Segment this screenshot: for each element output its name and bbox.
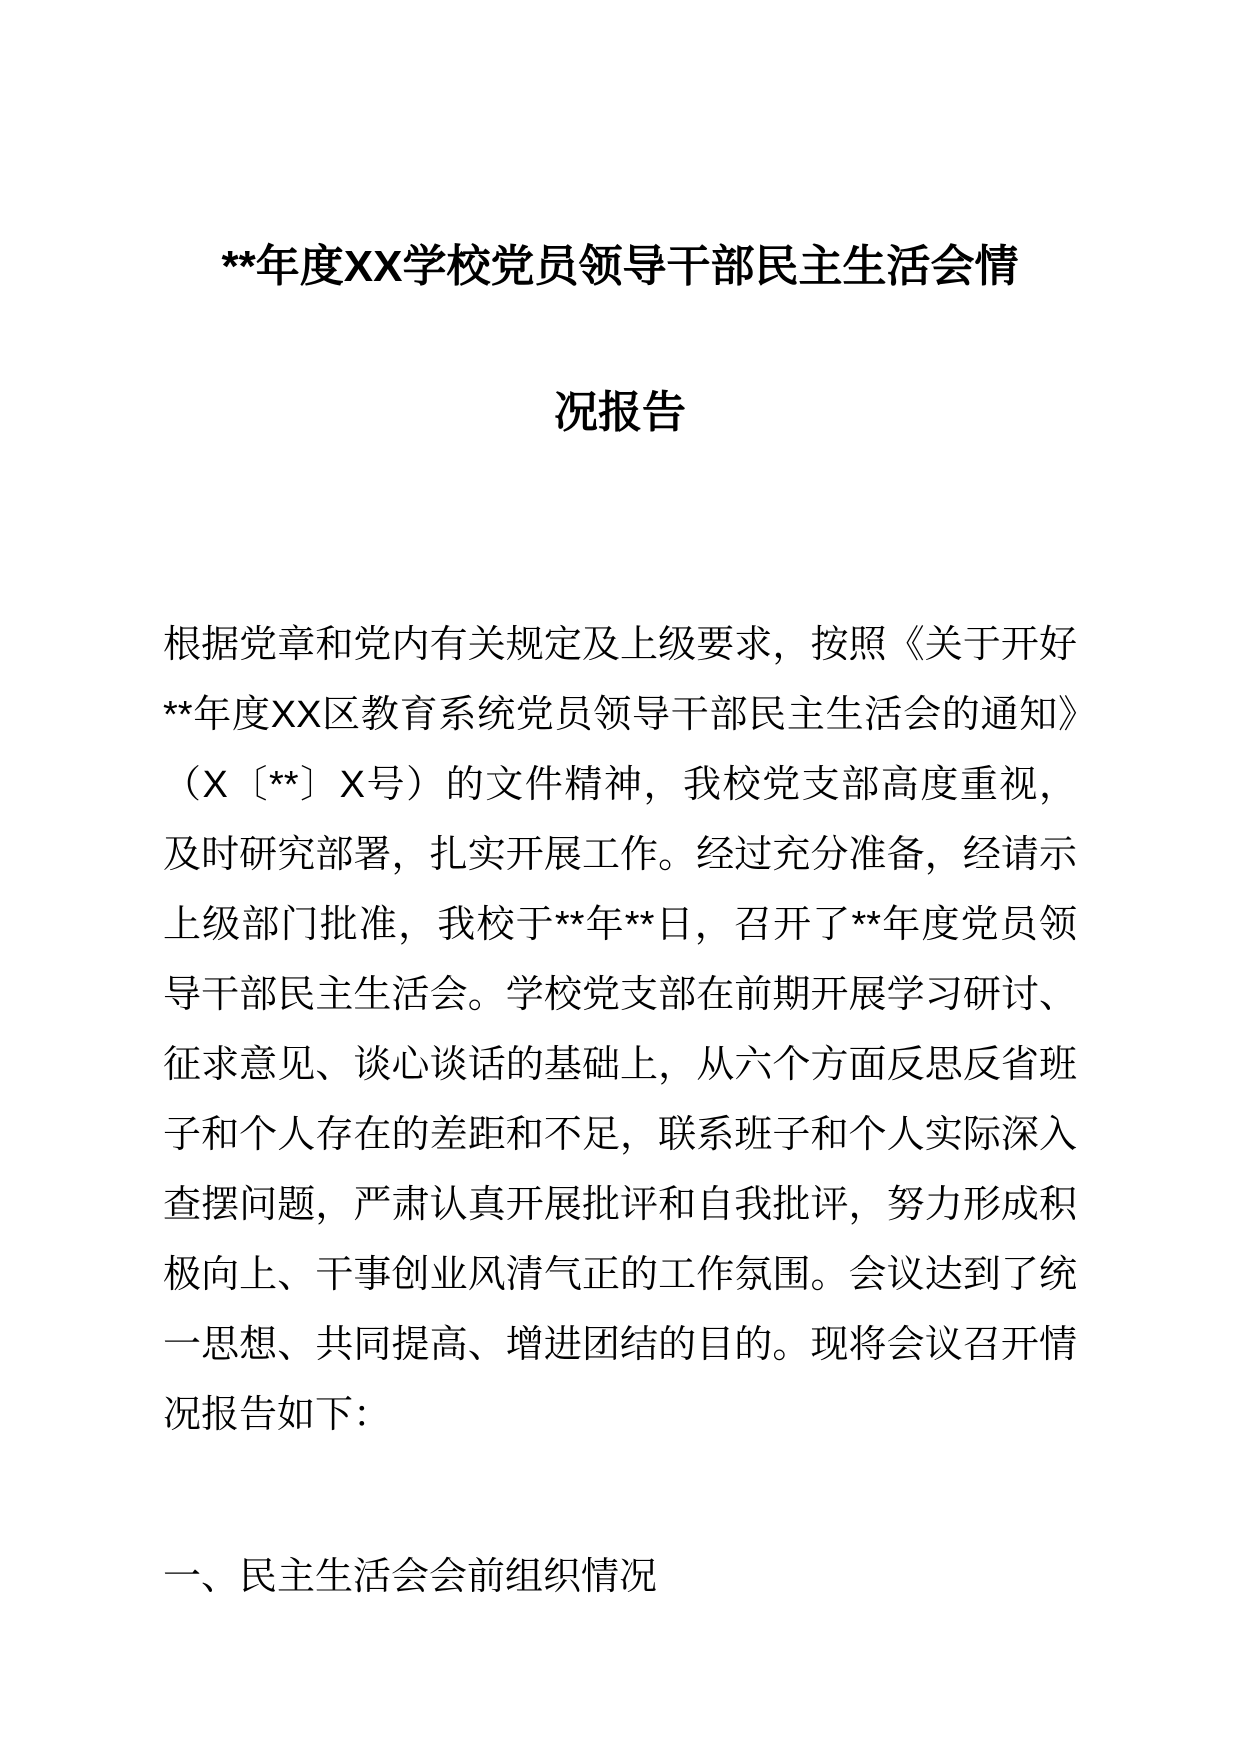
document-title [163,238,1077,442]
intro-paragraph: 根据党章和党内有关规定及上级要求，按照《关于开好**年度XX区教育系统党员领导干部民主生活会的通知》（X〔**〕X号）的文件精神，我校党支部高度重视，及时研究部署，扎实开展工作。经过充分准备，经请示上级部门批准，我校于**年**日，召开了**年度党员领导干部民主生活会。学校党支部在前期开展学习研讨、征求意见、谈心谈话的基础上，从六个方面反思反省班子和个人存在的差距和不足，联系班子和个人实际深入查摆问题，严肃认真开展批评和自我批评，努力形成积极向上、干事创业风清气正的工作氛围。会议达到了统一思想、共同提高、增进团结的目的。现将会议召开情况报告如下： [163,624,1077,1436]
section-heading-1: 一、民主生活会会前组织情况 [163,1556,658,1598]
document-title-line-2: 况报告 [554,388,686,437]
document-title-line-1: **年度XX学校党员领导干部民主生活会情 [221,242,1019,291]
